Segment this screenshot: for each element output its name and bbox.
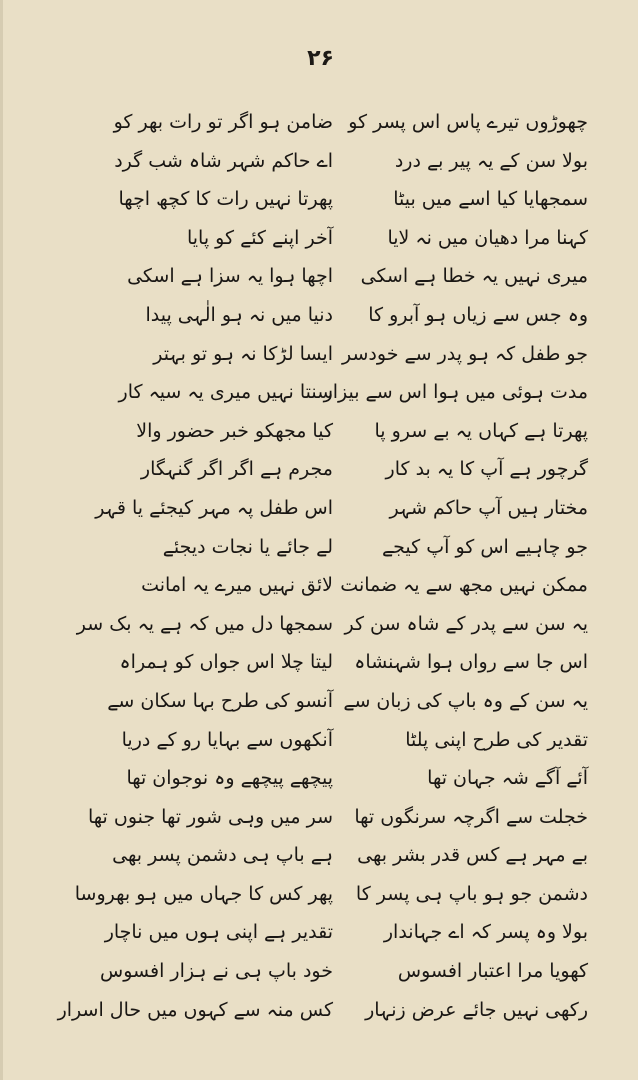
- verse-line: مختار ہیں آپ حاکم شہر: [389, 496, 588, 519]
- verse-line: کھویا مرا اعتبار افسوس: [397, 960, 588, 983]
- verse-line: تقدیر ہے اپنی ہوں میں ناچار: [104, 921, 333, 944]
- verse-line: اچھا ہوا یہ سزا ہے اسکی: [127, 265, 333, 288]
- verse-line: پیچھے پیچھے وہ نوجوان تھا: [126, 767, 333, 790]
- verse-line: لیتا چلا اس جواں کو ہمراہ: [119, 651, 333, 674]
- verse-line: پھرتا نہیں رات کا کچھ اچھا: [118, 188, 333, 211]
- verse-line: سمجھا دل میں کہ ہے یہ بک سر: [76, 612, 333, 635]
- verse-line: پھر کس کا جہاں میں ہو بھروسا: [74, 882, 333, 905]
- verse-line: جو چاہیے اس کو آپ کیجے: [382, 535, 588, 558]
- verse-line: مجرم ہے اگر اگر گنہگار: [140, 458, 333, 481]
- verse-line: اس طفل پہ مہر کیجئے یا قہر: [95, 496, 333, 519]
- verse-line: خود باپ ہی نے ہزار افسوس: [100, 960, 333, 983]
- verse-line: یہ سن کے وہ باپ کی زبان سے: [343, 689, 588, 712]
- verse-line: آنکھوں سے بہایا رو کے دریا: [121, 728, 333, 751]
- right-verse-column: [323, 103, 588, 1029]
- verse-line: وہ جس سے زیاں ہو آبرو کا: [368, 303, 588, 326]
- verse-line: لائق نہیں میرے یہ امانت: [141, 574, 333, 597]
- verse-line: آخر اپنے کئے کو پایا: [186, 226, 333, 249]
- verse-line: پھرتا ہے کہاں یہ بے سرو پا: [374, 419, 588, 442]
- verse-line: کہنا مرا دھیان میں نہ لایا: [387, 226, 588, 249]
- verse-line: آنسو کی طرح بہا سکان سے: [107, 689, 333, 712]
- verse-line: ایسا لڑکا نہ ہو تو بہتر: [153, 342, 333, 365]
- verse-line: اے حاکم شہر شاہ شب گرد: [114, 149, 333, 172]
- verse-line: دنیا میں نہ ہو الٰہی پیدا: [145, 303, 333, 326]
- verse-line: سر میں وہی شور تھا جنوں تھا: [88, 805, 333, 828]
- verse-line: اس جا سے رواں ہوا شہنشاہ: [354, 651, 588, 674]
- verse-line: دشمن جو ہو باپ ہی پسر کا: [355, 882, 588, 905]
- verse-line: سمجھایا کیا اسے میں بیٹا: [393, 188, 588, 211]
- verse-line: بولا وہ پسر کہ اے جہاندار: [383, 921, 588, 944]
- verse-line: آئے آگے شہ جہان تھا: [427, 767, 588, 790]
- verse-line: خجلت سے اگرچہ سرنگوں تھا: [354, 805, 588, 828]
- verse-line: بولا سن کے یہ پیر بے درد: [394, 149, 588, 172]
- verse-line: تقدیر کی طرح اپنی پلٹا: [405, 728, 588, 751]
- verse-line: کس منہ سے کہوں میں حال اسرار: [57, 998, 333, 1021]
- verse-line: گرچور ہے آپ کا یہ بد کار: [385, 458, 588, 481]
- verse-line: چھوڑوں تیرے پاس اس پسر کو: [348, 111, 588, 133]
- verse-line: بے مہر ہے کس قدر بشر بھی: [357, 844, 588, 867]
- verse-line: ضامن ہو اگر تو رات بھر کو: [113, 111, 333, 133]
- verse-line: کیا مجھکو خبر حضور والا: [136, 419, 333, 442]
- verse-line: سنتا نہیں میری یہ سیہ کار: [118, 381, 333, 404]
- verse-line: ہے باپ ہی دشمن پسر بھی: [112, 844, 333, 867]
- verse-line: رکھی نہیں جائے عرض زنہار: [365, 998, 588, 1021]
- verse-line: یہ سن سے پدر کے شاہ سن کر: [344, 612, 588, 635]
- verse-line: جو طفل کہ ہو پدر سے خودسر: [342, 342, 588, 365]
- left-verse-column: [57, 103, 333, 1029]
- verse-line: ممکن نہیں مجھ سے یہ ضمانت: [340, 574, 588, 597]
- verse-line: لے جائے یا نجات دیجئے: [162, 535, 333, 558]
- page-number: ۲۶: [307, 46, 334, 71]
- verse-line: میری نہیں یہ خطا ہے اسکی: [360, 265, 588, 288]
- verse-line: مدت ہوئی میں ہوا اس سے بیزار: [323, 381, 588, 404]
